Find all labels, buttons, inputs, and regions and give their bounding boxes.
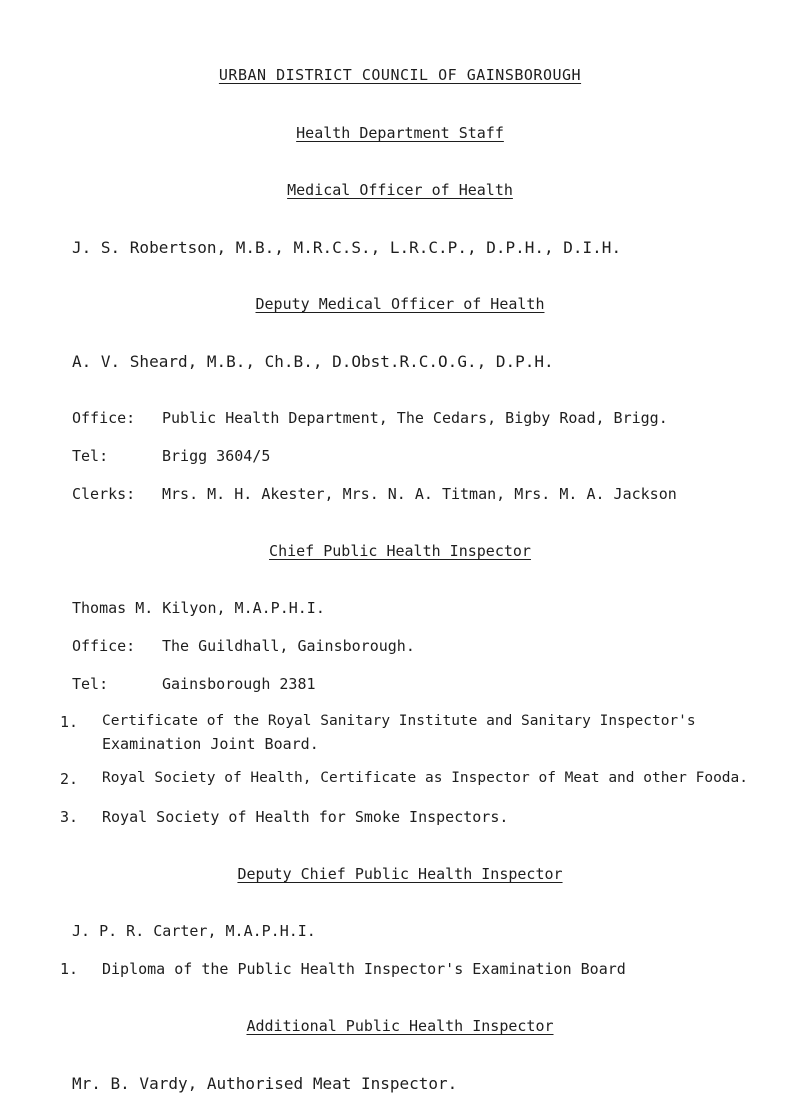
aphi-heading: Additional Public Health Inspector xyxy=(246,1017,554,1035)
department-title: Health Department Staff xyxy=(296,124,504,142)
qualification-text: Certificate of the Royal Sanitary Institute and Sanitary Inspector's xyxy=(102,713,696,729)
cphi-name: Thomas M. Kilyon, M.A.P.H.I. xyxy=(72,599,325,617)
office-label: Office: xyxy=(72,409,136,427)
tel-label: Tel: xyxy=(72,675,109,693)
qualification-number: 1. xyxy=(60,960,79,978)
cphi-tel: Gainsborough 2381 xyxy=(162,675,316,693)
dmoh-heading: Deputy Medical Officer of Health xyxy=(255,295,545,313)
dmoh-clerks: Mrs. M. H. Akester, Mrs. N. A. Titman, Mrs. M. A. Jackson xyxy=(162,485,677,503)
qualification-number: 2. xyxy=(60,770,79,788)
dmoh-tel: Brigg 3604/5 xyxy=(162,447,271,465)
tel-label: Tel: xyxy=(72,447,109,465)
cphi-office: The Guildhall, Gainsborough. xyxy=(162,637,415,655)
dmoh-name: A. V. Sheard, M.B., Ch.B., D.Obst.R.C.O.G., D.P.H. xyxy=(72,352,554,371)
dmoh-clerks-row xyxy=(72,485,677,503)
dmoh-tel-row xyxy=(72,447,270,465)
council-title: URBAN DISTRICT COUNCIL OF GAINSBOROUGH xyxy=(218,66,582,84)
cphi-tel-row xyxy=(72,675,316,693)
qualification-text-cont: Examination Joint Board. xyxy=(102,735,319,753)
cphi-office-row xyxy=(72,637,415,655)
moh-heading: Medical Officer of Health xyxy=(287,181,513,199)
dmoh-office-row xyxy=(72,409,668,427)
qualification-text: Royal Society of Health for Smoke Inspectors. xyxy=(102,808,509,826)
qualification-number: 3. xyxy=(60,808,79,826)
qualification-text: Royal Society of Health, Certificate as Inspector of Meat and other Fooda. xyxy=(102,770,749,786)
qualification-number: 1. xyxy=(60,713,79,731)
cphi-heading: Chief Public Health Inspector xyxy=(269,542,531,560)
dcphi-heading: Deputy Chief Public Health Inspector xyxy=(237,865,563,883)
dmoh-office: Public Health Department, The Cedars, Bigby Road, Brigg. xyxy=(162,409,668,427)
dcphi-name: J. P. R. Carter, M.A.P.H.I. xyxy=(72,922,316,940)
moh-name: J. S. Robertson, M.B., M.R.C.S., L.R.C.P., D.P.H., D.I.H. xyxy=(72,238,622,257)
qualification-text: Diploma of the Public Health Inspector's Examination Board xyxy=(102,960,626,978)
aphi-name: Mr. B. Vardy, Authorised Meat Inspector. xyxy=(72,1074,458,1093)
clerks-label: Clerks: xyxy=(72,485,136,503)
office-label: Office: xyxy=(72,637,136,655)
